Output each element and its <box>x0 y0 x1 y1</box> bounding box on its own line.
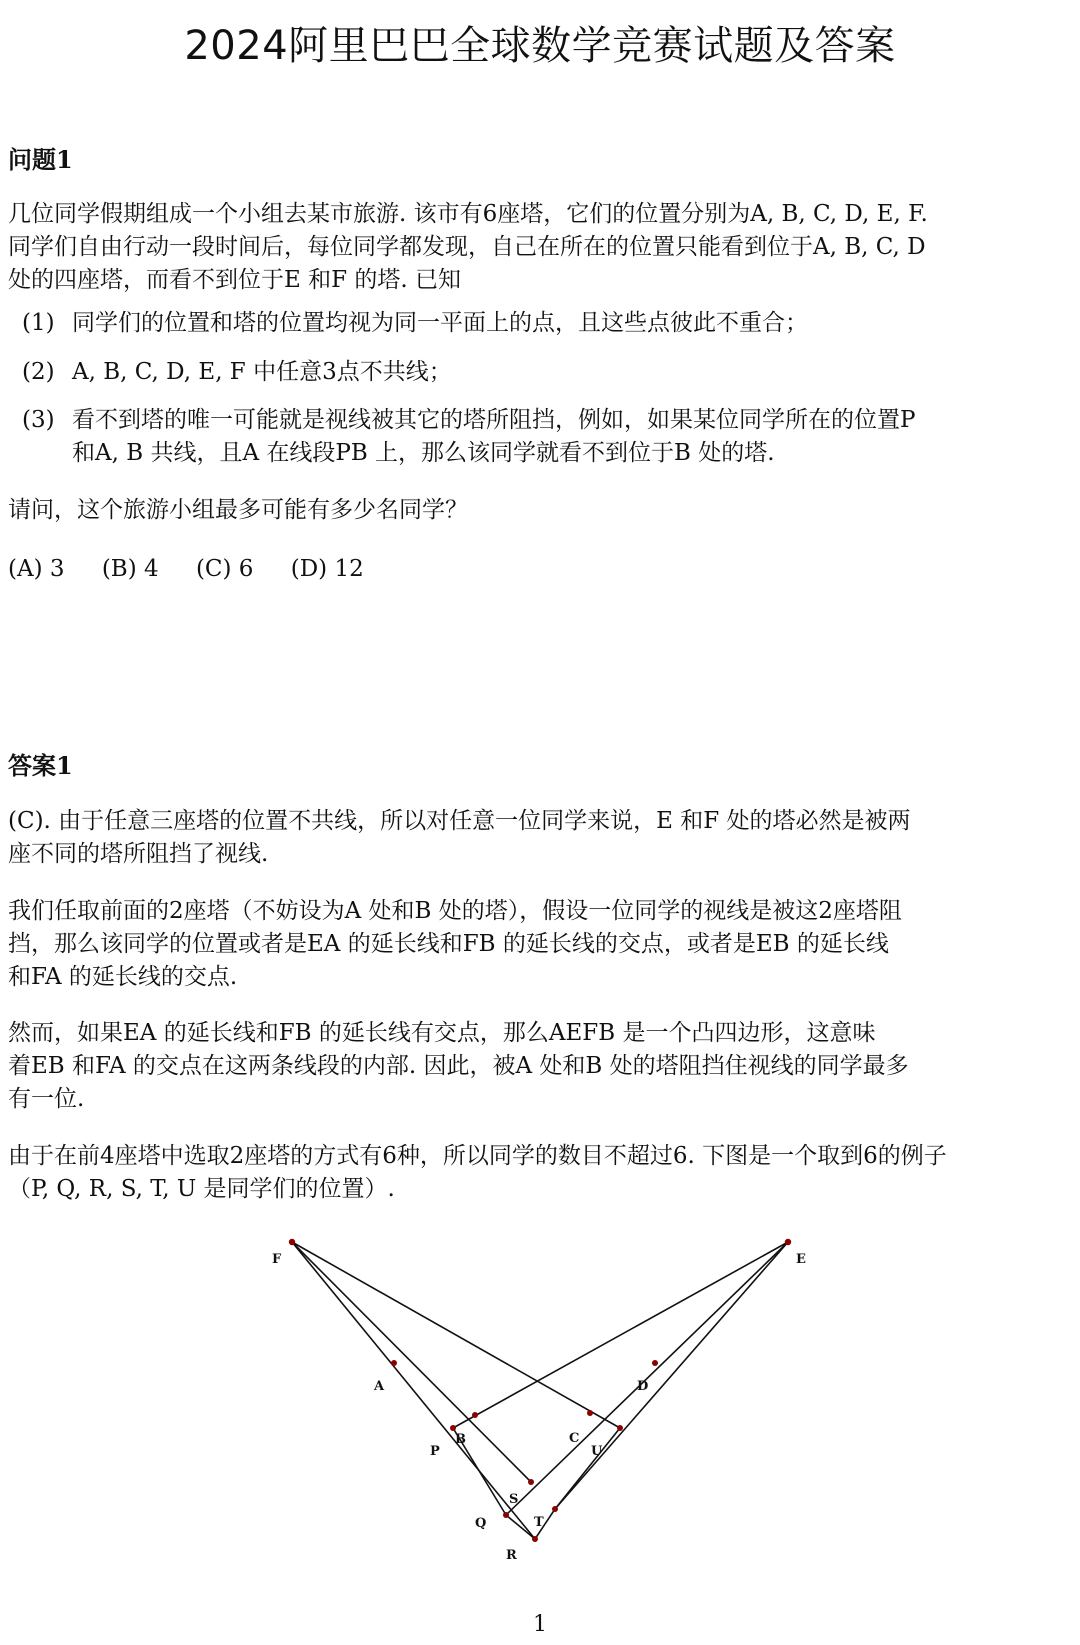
condition-1 <box>22 307 1074 340</box>
condition-3 <box>22 404 1074 470</box>
choice-d: (D) 12 <box>290 556 364 582</box>
point-P <box>450 1425 456 1431</box>
condition-number: (2) <box>22 359 55 385</box>
label-A: A <box>374 1379 385 1394</box>
answer-line: 然而，如果EA 的延长线和FB 的延长线有交点，那么AEFB 是一个凸四边形，这意味 <box>8 1020 876 1046</box>
label-R: R <box>506 1548 517 1563</box>
point-D <box>652 1360 658 1366</box>
point-F <box>289 1239 295 1245</box>
line-F-R <box>292 1242 535 1539</box>
label-B: B <box>455 1432 466 1447</box>
condition-text: 看不到塔的唯一可能就是视线被其它的塔所阻挡，例如，如果某位同学所在的位置P <box>72 407 916 433</box>
label-F: F <box>272 1252 282 1267</box>
answer-paragraph-2 <box>8 895 1074 994</box>
line-E-P <box>453 1242 788 1428</box>
figure-points <box>289 1239 791 1542</box>
answer-paragraph-1 <box>8 805 1074 871</box>
page-title: 2024阿里巴巴全球数学竞赛试题及答案 <box>184 23 896 69</box>
answer-line: 我们任取前面的2座塔（不妨设为A 处和B 处的塔），假设一位同学的视线是被这2座塔阻 <box>8 898 902 924</box>
label-P: P <box>430 1444 440 1459</box>
problem-question: 请问，这个旅游小组最多可能有多少名同学？ <box>8 497 468 523</box>
line-E-T <box>555 1242 788 1509</box>
condition-text: 和A, B 共线，且A 在线段PB 上，那么该同学就看不到位于B 处的塔. <box>72 440 775 466</box>
point-Q <box>503 1512 509 1518</box>
condition-2 <box>22 356 1074 389</box>
condition-number: (3) <box>22 407 55 433</box>
geometry-figure <box>270 1225 810 1570</box>
line-T-U <box>555 1428 620 1509</box>
label-S: S <box>509 1492 519 1507</box>
point-A <box>391 1360 397 1366</box>
point-S <box>528 1479 534 1485</box>
line-Q-R <box>506 1515 535 1539</box>
answer-choices <box>8 556 394 582</box>
point-C <box>587 1410 593 1416</box>
point-U <box>617 1425 623 1431</box>
answer-line: （P, Q, R, S, T, U 是同学们的位置）. <box>8 1176 395 1202</box>
line-F-S <box>292 1242 531 1482</box>
choice-b: (B) 4 <box>101 556 159 582</box>
choice-a: (A) 3 <box>8 556 65 582</box>
label-E: E <box>796 1252 806 1267</box>
label-Q: Q <box>475 1516 487 1531</box>
answer-paragraph-4 <box>8 1140 1074 1206</box>
condition-number: (1) <box>22 310 55 336</box>
line-F-U <box>292 1242 620 1428</box>
intro-line: 处的四座塔，而看不到位于E 和F 的塔. 已知 <box>8 267 461 293</box>
label-D: D <box>637 1379 649 1394</box>
problem-intro <box>8 198 1074 297</box>
answer-paragraph-3 <box>8 1017 1074 1116</box>
answer-line: 由于在前4座塔中选取2座塔的方式有6种，所以同学的数目不超过6. 下图是一个取到6的例子 <box>8 1143 947 1169</box>
point-B <box>472 1412 478 1418</box>
label-U: U <box>591 1444 603 1459</box>
answer-line: 着EB 和FA 的交点在这两条线段的内部. 因此，被A 处和B 处的塔阻挡住视线的同学最多 <box>8 1053 909 1079</box>
answer-line: 有一位. <box>8 1086 85 1112</box>
point-R <box>532 1536 538 1542</box>
figure-lines <box>292 1242 788 1539</box>
answer-line: 座不同的塔所阻挡了视线. <box>8 841 269 867</box>
answer-line: (C). 由于任意三座塔的位置不共线，所以对任意一位同学来说，E 和F 处的塔必然是被两 <box>8 808 911 834</box>
problem-heading: 问题1 <box>8 145 73 174</box>
condition-text: 同学们的位置和塔的位置均视为同一平面上的点，且这些点彼此不重合； <box>72 310 808 336</box>
condition-text: A, B, C, D, E, F 中任意3点不共线； <box>72 359 452 385</box>
label-C: C <box>569 1431 580 1446</box>
answer-line: 和FA 的延长线的交点. <box>8 964 238 990</box>
intro-line: 同学们自由行动一段时间后，每位同学都发现，自己在所在的位置只能看到位于A, B, C, D <box>8 234 926 260</box>
intro-line: 几位同学假期组成一个小组去某市旅游. 该市有6座塔，它们的位置分别为A, B, C, D, E, F. <box>8 201 928 227</box>
label-T: T <box>534 1515 544 1530</box>
point-T <box>552 1506 558 1512</box>
answer-line: 挡，那么该同学的位置或者是EA 的延长线和FB 的延长线的交点，或者是EB 的延长线 <box>8 931 889 957</box>
choice-c: (C) 6 <box>195 556 254 582</box>
point-E <box>785 1239 791 1245</box>
answer-heading: 答案1 <box>8 751 73 780</box>
page-number: 1 <box>533 1612 547 1637</box>
